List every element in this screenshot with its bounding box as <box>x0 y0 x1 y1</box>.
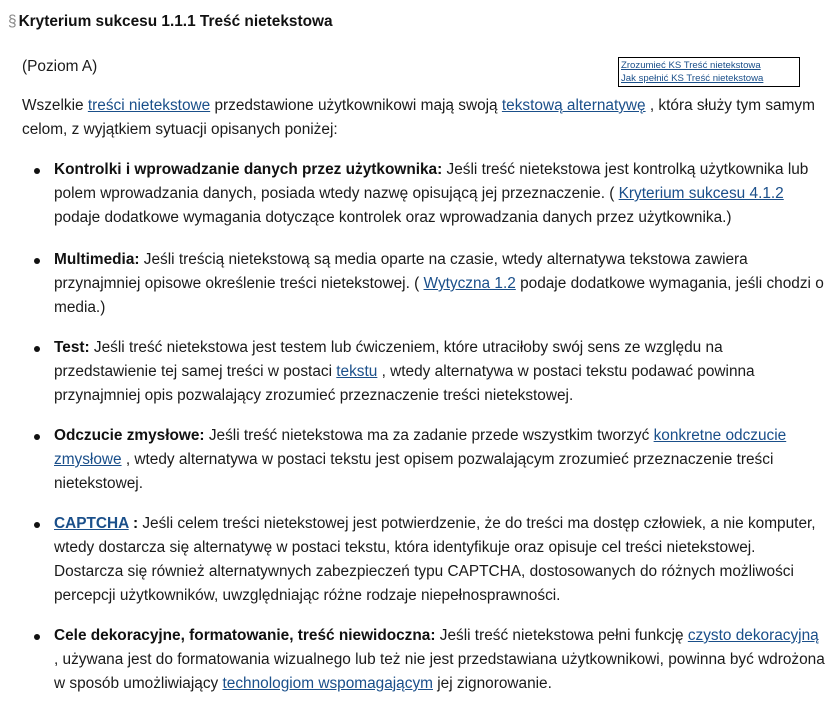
item-text: , wtedy alternatywa w postaci tekstu jest opisem pozwalającym zrozumieć przeznaczenie treści nietekstowej. <box>54 451 774 492</box>
item-text: Jeśli treść nietekstowa pełni funkcję <box>435 627 688 644</box>
list-item <box>54 624 826 696</box>
item-text: podaje dodatkowe wymagania, jeśli chodzi o media.) <box>54 275 824 316</box>
section-sign-link[interactable]: § <box>8 13 17 30</box>
item-label: Kontrolki i wprowadzanie danych przez użytkownika: <box>54 161 443 178</box>
list-item <box>54 424 826 496</box>
intro-paragraph <box>22 94 822 142</box>
item-text: Jeśli treść nietekstowa ma za zadanie przede wszystkim tworzyć <box>204 427 654 444</box>
list-item <box>54 512 826 608</box>
item-label: Test: <box>54 339 90 356</box>
list-item <box>54 158 826 230</box>
guideline-12-link[interactable]: Wytyczna 1.2 <box>423 275 516 292</box>
item-label: Cele dekoracyjne, formatowanie, treść niewidoczna: <box>54 627 436 644</box>
item-label: Odczucie zmysłowe: <box>54 427 205 444</box>
item-text: Jeśli celem treści nietekstowej jest potwierdzenie, że do treści ma dostęp człowiek, a nie komputer, wtedy dostarcza się alternatywę w postaci tekstu, która identyfikuje oraz opisuje cel treści nietekstowej. Dostarcza się również alternatywnych zabezpieczeń typu CAPTCHA, dostosowanych do różnych możliwości percepcji użytkowników, uwzględniając różne rodzaje niepełnosprawności. <box>54 515 816 604</box>
intro-text: przedstawione użytkownikowi mają swoją <box>210 97 502 114</box>
item-label: : <box>128 515 139 532</box>
bullet-icon <box>34 346 40 352</box>
item-text: Jeśli treść nietekstowa jest kontrolką użytkownika lub polem wprowadzania danych, posiada wtedy nazwę opisującą jej przeznaczenie. ( <box>54 161 809 202</box>
item-text: Jeśli treścią nietekstową są media oparte na czasie, wtedy alternatywa tekstowa zawiera przynajmniej opisowe określenie treści nietekstowej. ( <box>54 251 748 292</box>
captcha-link[interactable]: CAPTCHA <box>54 515 129 532</box>
bullet-icon <box>34 168 40 174</box>
non-text-content-link[interactable]: treści nietekstowe <box>87 97 211 114</box>
bullet-icon <box>34 258 40 264</box>
assistive-technologies-link[interactable]: technologiom wspomagającym <box>222 675 433 692</box>
bullet-icon <box>34 634 40 640</box>
list-item <box>54 336 826 408</box>
understanding-link[interactable]: Zrozumieć KS Treść nietekstowa <box>621 60 761 71</box>
text-link[interactable]: tekstu <box>336 363 378 380</box>
item-text: podaje dodatkowe wymagania dotyczące kontrolek oraz wprowadzania danych przez użytkownika.) <box>54 209 732 226</box>
item-text: Jeśli treść nietekstowa jest testem lub ćwiczeniem, które utraciłoby swój sens ze względu na przedstawienie tej samej treści w postaci <box>54 339 723 380</box>
item-label: Multimedia: <box>54 251 140 268</box>
list-item <box>54 248 826 320</box>
how-to-meet-link[interactable]: Jak spełnić KS Treść nietekstowa <box>621 73 764 84</box>
sensory-experience-link[interactable]: konkretne odczucie zmysłowe <box>54 427 787 468</box>
intro-text: Wszelkie <box>22 97 88 114</box>
item-text: jej zignorowanie. <box>432 675 552 692</box>
conformance-level: (Poziom A) <box>22 58 98 75</box>
item-text: , wtedy alternatywa w postaci tekstu podawać powinna przynajmniej opis pozwalający zrozumieć przeznaczenie treści nietekstowej. <box>54 363 755 404</box>
page-title <box>8 13 333 31</box>
page-title-text: Kryterium sukcesu 1.1.1 Treść nietekstowa <box>18 13 333 30</box>
pure-decoration-link[interactable]: czysto dekoracyjną <box>687 627 819 644</box>
item-text: , używana jest do formatowania wizualnego lub też nie jest przedstawiana użytkownikowi, powinna być wdrożona w sposób umożliwiający <box>54 651 825 692</box>
bullet-icon <box>34 434 40 440</box>
intro-text: , która służy tym samym celom, z wyjątkiem sytuacji opisanych poniżej: <box>22 97 815 138</box>
text-alternative-link[interactable]: tekstową alternatywę <box>501 97 646 114</box>
success-criterion-412-link[interactable]: Kryterium sukcesu 4.1.2 <box>618 185 784 202</box>
bullet-icon <box>34 522 40 528</box>
related-links-box <box>618 57 800 87</box>
